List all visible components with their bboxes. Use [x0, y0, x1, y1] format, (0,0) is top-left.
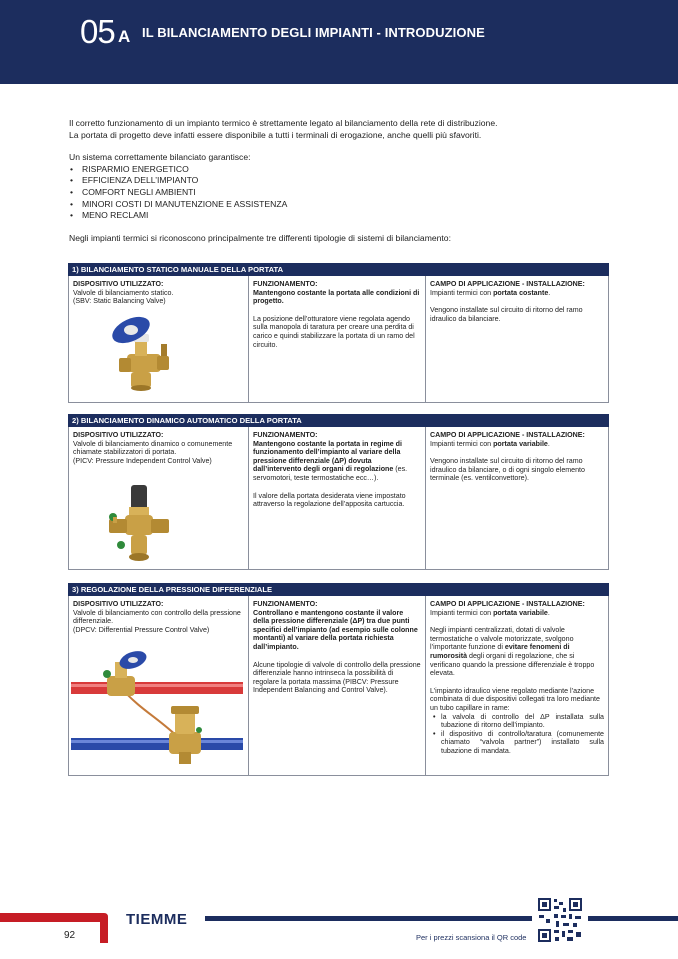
application-pre: Impianti termici con	[430, 439, 494, 448]
components-list	[430, 713, 604, 756]
chapter-number: 05	[80, 13, 115, 50]
application-text-highlight: evitare fenomeni di rumorosità	[430, 643, 570, 660]
function-label: FUNZIONAMENTO:	[253, 280, 318, 288]
section-3-application-col	[425, 596, 608, 775]
dynamic-balancing-valve-image	[105, 485, 175, 567]
intro-text	[69, 118, 629, 244]
application-text-2: L’impianto idraulico viene regolato mediante l’azione combinata di due dispositivi collegati tra loro mediante un tubo capillare in rame:	[430, 686, 600, 712]
intro-paragraph-3: Negli impianti termici si riconoscono principalmente tre differenti tipologie di sistemi di bilanciamento:	[69, 232, 451, 243]
footer-navy-bar-right	[588, 916, 678, 921]
application-post: .	[547, 608, 550, 617]
differential-pressure-valves-image	[71, 650, 243, 768]
function-summary-post: (es. servomotori, teste termostatiche ecc…).	[253, 465, 408, 482]
function-summary: Mantengono costante la portata alle condizioni di progetto.	[253, 288, 420, 306]
application-summary	[430, 609, 604, 618]
function-text: La posizione dell’otturatore viene regolata agendo sulla manopola di taratura per creare una perdita di carico e quindi stabilizzare la portata di un ramo del circuito.	[253, 314, 415, 349]
application-label: CAMPO DI APPLICAZIONE - INSTALLAZIONE:	[430, 280, 585, 288]
application-pre: Impianti termici con	[430, 288, 494, 297]
section-2-device-col	[69, 427, 248, 569]
brand-logo: TIEMME	[126, 911, 188, 928]
section-3-title: 3) REGOLAZIONE DELLA PRESSIONE DIFFERENZIALE	[68, 583, 609, 596]
application-text	[430, 626, 604, 678]
function-label: FUNZIONAMENTO:	[253, 600, 318, 608]
device-text: Valvole di bilanciamento statico.	[73, 288, 174, 297]
device-text: Valvole di bilanciamento con controllo della pressione differenziale.	[73, 608, 241, 626]
application-label: CAMPO DI APPLICAZIONE - INSTALLAZIONE:	[430, 431, 585, 439]
application-text: Vengono installate sul circuito di ritorno del ramo idraulico da bilanciare, o di ogni singolo elemento terminale (es. ventilconvettore).	[430, 457, 585, 483]
section-3-device-col	[69, 596, 248, 775]
application-highlight: portata variabile	[493, 608, 548, 617]
section-3-table	[68, 596, 609, 776]
section-1-device-col	[69, 276, 248, 402]
application-text-pre: Negli impianti centralizzati, dotati di valvole termostatiche o valvole motorizzate, svolgono l’importante funzione di	[430, 626, 574, 652]
list-item: • la valvola di controllo del ΔP installata sulla tubazione di ritorno dell’impianto.	[430, 713, 604, 730]
application-pre: Impianti termici con	[430, 608, 494, 617]
device-label: DISPOSITIVO UTILIZZATO:	[73, 280, 164, 288]
application-text: Vengono installate sul circuito di ritorno del ramo idraulico da bilanciare.	[430, 306, 583, 323]
function-text: Il valore della portata desiderata viene impostato attraverso la regolazione dell’apposita cartuccia.	[253, 491, 406, 509]
function-label: FUNZIONAMENTO:	[253, 431, 318, 439]
application-post: .	[548, 288, 551, 297]
application-summary	[430, 289, 604, 298]
list-item: • MENO RECLAMI	[69, 210, 629, 222]
device-text: Valvole di bilanciamento dinamico o comunemente chiamate stabilizzatori di portata.	[73, 439, 233, 457]
qr-caption: Per i prezzi scansiona il QR code	[416, 933, 527, 942]
list-item: • il dispositivo di controllo/taratura (comunemente chiamato “valvola partner”) installato sulla tubazione di mandata.	[430, 730, 604, 756]
intro-paragraph-2: Un sistema correttamente bilanciato garantisce:	[69, 152, 251, 163]
application-post: .	[547, 439, 550, 448]
section-2-function-col	[248, 427, 425, 569]
section-1-title: 1) BILANCIAMENTO STATICO MANUALE DELLA PORTATA	[68, 263, 609, 276]
application-summary	[430, 440, 604, 449]
function-text: Alcune tipologie di valvole di controllo della pressione differenziale hanno intrinseca la possibilità di regolare la portata massima (PIBCV: Pressure Independent Balancing and Control Valve).	[253, 660, 421, 695]
section-2-table	[68, 427, 609, 570]
application-label: CAMPO DI APPLICAZIONE - INSTALLAZIONE:	[430, 600, 585, 608]
section-1-application-col	[425, 276, 608, 402]
application-highlight: portata variabile	[493, 439, 548, 448]
application-highlight: portata costante	[493, 288, 549, 297]
section-2-application-col	[425, 427, 608, 569]
list-item: • COMFORT NEGLI AMBIENTI	[69, 187, 629, 199]
application-text-post: degli organi di regolazione, che si verificano quando la pressione differenziale è troppo elevata.	[430, 651, 595, 678]
device-code: (DPCV: Differential Pressure Control Valve)	[73, 625, 210, 634]
device-code: (SBV: Static Balancing Valve)	[73, 297, 166, 306]
benefits-list	[69, 164, 629, 222]
list-item: • MINORI COSTI DI MANUTENZIONE E ASSISTENZA	[69, 199, 629, 211]
device-label: DISPOSITIVO UTILIZZATO:	[73, 600, 164, 608]
device-code: (PICV: Pressure Independent Control Valve)	[73, 456, 212, 465]
page-number: 92	[64, 930, 76, 941]
page-title: IL BILANCIAMENTO DEGLI IMPIANTI - INTRODUZIONE	[142, 25, 485, 40]
qr-code-icon[interactable]	[537, 897, 583, 943]
footer-red-bar	[0, 913, 101, 922]
function-summary	[253, 440, 421, 483]
section-1-table	[68, 276, 609, 403]
chapter-letter: A	[118, 27, 131, 46]
list-item: • RISPARMIO ENERGETICO	[69, 164, 629, 176]
section-1-function-col	[248, 276, 425, 402]
intro-paragraph-1: Il corretto funzionamento di un impianto termico è strettamente legato al bilanciamento della rete di distribuzione.	[69, 118, 498, 128]
section-3-function-col	[248, 596, 425, 775]
header-band	[0, 0, 678, 84]
intro-paragraph-1b: La portata di progetto deve infatti essere disponibile a tutti i terminali di erogazione, anche quelli più sfavoriti.	[69, 129, 482, 140]
function-summary: Controllano e mantengono costante il valore della pressione differenziale (ΔP) tra due punti specifici dell’impianto (ad esempio sulle colonne montanti) al variare della portata richiesta dall’impianto.	[253, 608, 418, 651]
section-2-title: 2) BILANCIAMENTO DINAMICO AUTOMATICO DELLA PORTATA	[68, 414, 609, 427]
device-label: DISPOSITIVO UTILIZZATO:	[73, 431, 164, 439]
footer-red-curve	[90, 913, 108, 943]
list-item: • EFFICIENZA DELL’IMPIANTO	[69, 175, 629, 187]
static-balancing-valve-image	[97, 316, 177, 394]
footer-navy-bar	[205, 916, 532, 921]
function-summary-bold: Mantengono costante la portata in regime di funzionamento dell’impianto al variare della pressione differenziale (ΔP) dovuta dall’intervento degli organi di regolazione	[253, 439, 402, 474]
